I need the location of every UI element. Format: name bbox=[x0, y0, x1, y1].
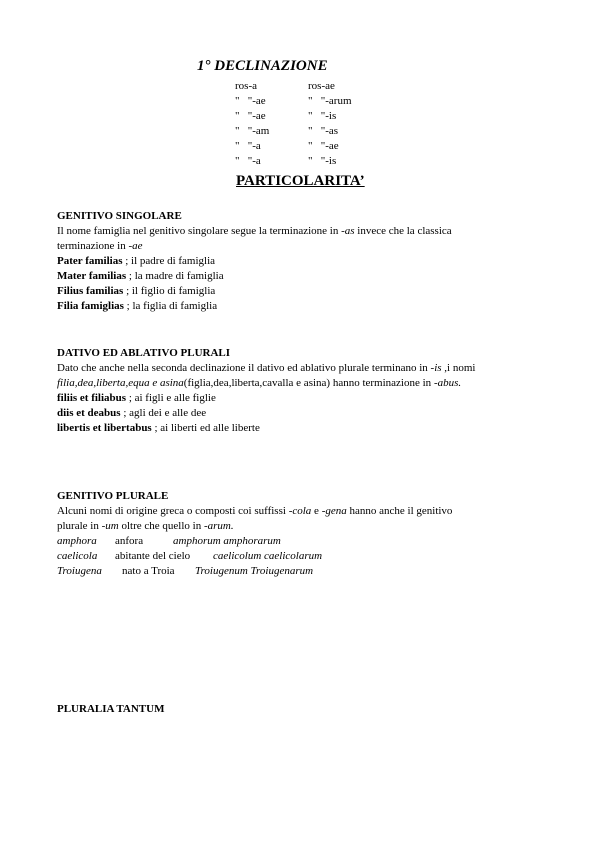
ending-term: -um bbox=[101, 520, 119, 532]
section-subtitle: PARTICOLARITA’ bbox=[236, 173, 365, 189]
latin-word: Troiugena bbox=[57, 565, 102, 577]
declension-row bbox=[235, 109, 388, 124]
text-run: ,i nomi bbox=[441, 362, 476, 374]
example-line bbox=[57, 391, 477, 406]
section-paragraph bbox=[57, 361, 477, 391]
section-paragraph bbox=[57, 224, 477, 254]
text-run: Alcuni nomi di origine greca o composti coi suffissi bbox=[57, 505, 289, 517]
ending-term: -ae bbox=[128, 240, 143, 252]
section-paragraph bbox=[57, 504, 477, 534]
example-term: filiis et filiabus bbox=[57, 392, 127, 404]
example-term: Mater familias bbox=[57, 270, 127, 282]
section-heading: PLURALIA TANTUM bbox=[57, 703, 165, 715]
ending-term: -as bbox=[341, 225, 355, 237]
latin-word: amphora bbox=[57, 535, 97, 547]
suffix-term: -gena bbox=[321, 505, 347, 517]
section-genitivo-singolare bbox=[57, 209, 477, 314]
example-meaning: ; il figlio di famiglia bbox=[123, 285, 216, 297]
example-term: diis et deabus bbox=[57, 407, 121, 419]
section-pluralia-tantum bbox=[57, 702, 477, 717]
plural-form: ros-ae bbox=[308, 80, 335, 92]
declension-row bbox=[235, 79, 388, 94]
singular-form: " "-ae bbox=[235, 95, 266, 107]
example-meaning: ; ai figli e alle figlie bbox=[126, 392, 216, 404]
example-meaning: ; ai liberti ed alle liberte bbox=[151, 422, 260, 434]
example-term: Pater familias bbox=[57, 255, 123, 267]
ending-term: -is bbox=[430, 362, 442, 374]
declension-row bbox=[235, 154, 388, 169]
example-line bbox=[57, 406, 477, 421]
plural-form: " "-as bbox=[308, 125, 339, 137]
example-term: Filius familias bbox=[57, 285, 124, 297]
plural-form: " "-arum bbox=[308, 95, 352, 107]
text-run: Il nome famiglia nel genitivo singolare segue la terminazione in bbox=[57, 225, 342, 237]
declension-table bbox=[235, 79, 388, 169]
singular-form: " "-ae bbox=[235, 110, 266, 122]
genitive-forms: amphorum amphorarum bbox=[173, 535, 281, 547]
section-heading: DATIVO ED ABLATIVO PLURALI bbox=[57, 347, 231, 359]
example-meaning: ; la figlia di famiglia bbox=[123, 300, 218, 312]
word-row bbox=[57, 549, 477, 564]
genitive-forms: caelicolum caelicolarum bbox=[213, 550, 323, 562]
section-heading: GENITIVO SINGOLARE bbox=[57, 210, 182, 222]
text-run: hanno anche il genitivo plurale in bbox=[57, 505, 453, 532]
declension-row bbox=[235, 124, 388, 139]
example-line bbox=[57, 284, 477, 299]
latin-word: caelicola bbox=[57, 550, 98, 562]
example-meaning: ; il padre di famiglia bbox=[122, 255, 216, 267]
example-line bbox=[57, 269, 477, 284]
singular-form: " "-a bbox=[235, 155, 261, 167]
example-line bbox=[57, 421, 477, 436]
singular-form: ros-a bbox=[235, 80, 257, 92]
text-run: (figlia,dea,liberta,cavalla e asina) hanno terminazione in bbox=[183, 377, 434, 389]
word-meaning: abitante del cielo bbox=[115, 550, 191, 562]
ending-term: -abus. bbox=[433, 377, 462, 389]
text-run: oltre che quello in bbox=[118, 520, 204, 532]
ending-term: -arum. bbox=[203, 520, 234, 532]
suffix-term: -cola bbox=[288, 505, 312, 517]
page-title: 1° DECLINAZIONE bbox=[197, 58, 328, 74]
example-term: Filia famiglias bbox=[57, 300, 124, 312]
example-meaning: ; la madre di famiglia bbox=[126, 270, 224, 282]
example-line bbox=[57, 254, 477, 269]
singular-form: " "-am bbox=[235, 125, 270, 137]
section-heading: GENITIVO PLURALE bbox=[57, 490, 169, 502]
section-genitivo-plurale bbox=[57, 489, 477, 579]
noun-list: filia,dea,liberta,equa e asina bbox=[57, 377, 184, 389]
plural-form: " "-is bbox=[308, 155, 337, 167]
declension-row bbox=[235, 94, 388, 109]
text-run: invece che la classica terminazione in bbox=[57, 225, 452, 252]
word-meaning: anfora bbox=[115, 535, 144, 547]
text-run: e bbox=[311, 505, 322, 517]
plural-form: " "-ae bbox=[308, 140, 339, 152]
declension-row bbox=[235, 139, 388, 154]
section-dativo-ablativo bbox=[57, 346, 477, 436]
singular-form: " "-a bbox=[235, 140, 261, 152]
word-meaning: nato a Troia bbox=[122, 565, 175, 577]
text-run: Dato che anche nella seconda declinazione il dativo ed ablativo plurale terminano in bbox=[57, 362, 431, 374]
example-line bbox=[57, 299, 477, 314]
word-row bbox=[57, 534, 477, 549]
example-meaning: ; agli dei e alle dee bbox=[120, 407, 207, 419]
genitive-forms: Troiugenum Troiugenarum bbox=[195, 565, 314, 577]
plural-form: " "-is bbox=[308, 110, 337, 122]
word-row bbox=[57, 564, 477, 579]
example-term: libertis et libertabus bbox=[57, 422, 152, 434]
